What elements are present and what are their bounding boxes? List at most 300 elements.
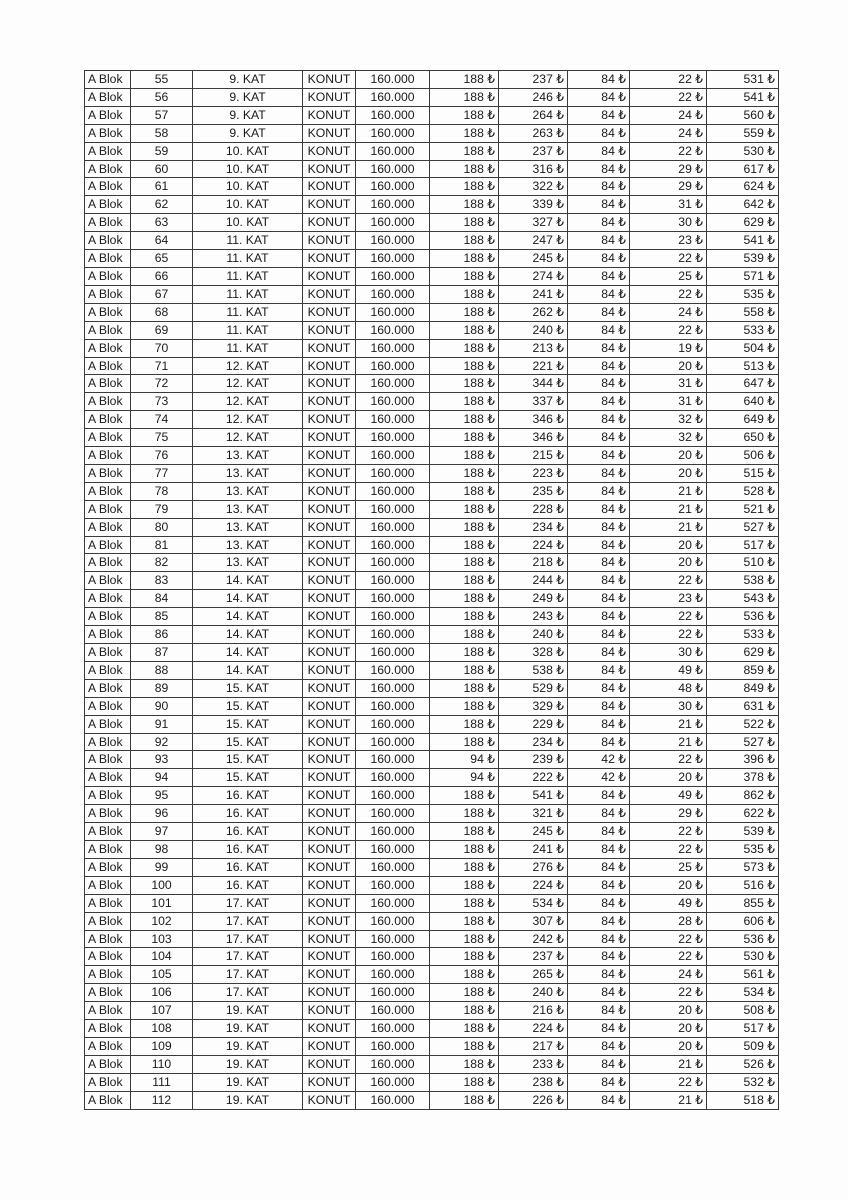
unit-number-cell: 63 [131, 214, 193, 232]
type-cell: KONUT [303, 733, 356, 751]
fee-4-cell: 21 ₺ [630, 1091, 707, 1109]
fee-4-cell: 22 ₺ [630, 930, 707, 948]
fee-4-cell: 30 ₺ [630, 644, 707, 662]
fee-2-cell: 329 ₺ [499, 697, 568, 715]
amount-cell: 160.000 [356, 626, 430, 644]
floor-cell: 19. KAT [193, 1091, 303, 1109]
fee-4-cell: 22 ₺ [630, 572, 707, 590]
fee-2-cell: 274 ₺ [499, 267, 568, 285]
fee-4-cell: 22 ₺ [630, 626, 707, 644]
type-cell: KONUT [303, 160, 356, 178]
total-cell: 561 ₺ [707, 966, 779, 984]
amount-cell: 160.000 [356, 411, 430, 429]
fee-3-cell: 84 ₺ [568, 267, 630, 285]
block-cell: A Blok [85, 411, 131, 429]
unit-number-cell: 99 [131, 858, 193, 876]
fee-1-cell: 188 ₺ [430, 644, 499, 662]
unit-number-cell: 56 [131, 88, 193, 106]
table-row [85, 285, 779, 303]
amount-cell: 160.000 [356, 733, 430, 751]
fee-3-cell: 84 ₺ [568, 142, 630, 160]
total-cell: 518 ₺ [707, 1091, 779, 1109]
unit-number-cell: 86 [131, 626, 193, 644]
floor-cell: 9. KAT [193, 88, 303, 106]
fee-3-cell: 84 ₺ [568, 787, 630, 805]
type-cell: KONUT [303, 608, 356, 626]
table-row [85, 518, 779, 536]
floor-cell: 12. KAT [193, 429, 303, 447]
table-row [85, 447, 779, 465]
floor-cell: 9. KAT [193, 106, 303, 124]
type-cell: KONUT [303, 303, 356, 321]
floor-cell: 11. KAT [193, 339, 303, 357]
fee-3-cell: 84 ₺ [568, 1020, 630, 1038]
block-cell: A Blok [85, 429, 131, 447]
amount-cell: 160.000 [356, 267, 430, 285]
block-cell: A Blok [85, 840, 131, 858]
fee-2-cell: 265 ₺ [499, 966, 568, 984]
fee-2-cell: 249 ₺ [499, 590, 568, 608]
floor-cell: 11. KAT [193, 267, 303, 285]
type-cell: KONUT [303, 966, 356, 984]
fee-4-cell: 24 ₺ [630, 124, 707, 142]
unit-number-cell: 109 [131, 1037, 193, 1055]
unit-number-cell: 106 [131, 984, 193, 1002]
amount-cell: 160.000 [356, 751, 430, 769]
fee-1-cell: 188 ₺ [430, 626, 499, 644]
table-row [85, 393, 779, 411]
block-cell: A Blok [85, 285, 131, 303]
fee-2-cell: 218 ₺ [499, 554, 568, 572]
block-cell: A Blok [85, 71, 131, 89]
floor-cell: 19. KAT [193, 1055, 303, 1073]
total-cell: 532 ₺ [707, 1073, 779, 1091]
fee-1-cell: 188 ₺ [430, 536, 499, 554]
fee-4-cell: 31 ₺ [630, 196, 707, 214]
type-cell: KONUT [303, 482, 356, 500]
type-cell: KONUT [303, 71, 356, 89]
unit-number-cell: 79 [131, 500, 193, 518]
fee-2-cell: 344 ₺ [499, 375, 568, 393]
type-cell: KONUT [303, 1055, 356, 1073]
fee-4-cell: 29 ₺ [630, 160, 707, 178]
fee-2-cell: 327 ₺ [499, 214, 568, 232]
amount-cell: 160.000 [356, 930, 430, 948]
unit-number-cell: 112 [131, 1091, 193, 1109]
unit-number-cell: 96 [131, 805, 193, 823]
unit-number-cell: 95 [131, 787, 193, 805]
total-cell: 534 ₺ [707, 984, 779, 1002]
amount-cell: 160.000 [356, 966, 430, 984]
fee-3-cell: 84 ₺ [568, 393, 630, 411]
fee-1-cell: 188 ₺ [430, 232, 499, 250]
type-cell: KONUT [303, 930, 356, 948]
fee-2-cell: 241 ₺ [499, 840, 568, 858]
fee-4-cell: 21 ₺ [630, 500, 707, 518]
amount-cell: 160.000 [356, 876, 430, 894]
type-cell: KONUT [303, 912, 356, 930]
block-cell: A Blok [85, 697, 131, 715]
floor-cell: 15. KAT [193, 697, 303, 715]
fee-2-cell: 245 ₺ [499, 823, 568, 841]
fee-4-cell: 20 ₺ [630, 1020, 707, 1038]
fee-2-cell: 263 ₺ [499, 124, 568, 142]
type-cell: KONUT [303, 393, 356, 411]
fee-1-cell: 188 ₺ [430, 357, 499, 375]
fee-4-cell: 20 ₺ [630, 876, 707, 894]
fee-3-cell: 84 ₺ [568, 1073, 630, 1091]
type-cell: KONUT [303, 429, 356, 447]
fee-2-cell: 241 ₺ [499, 285, 568, 303]
type-cell: KONUT [303, 1002, 356, 1020]
fee-3-cell: 84 ₺ [568, 106, 630, 124]
table-row [85, 1055, 779, 1073]
type-cell: KONUT [303, 554, 356, 572]
table-row [85, 554, 779, 572]
unit-number-cell: 103 [131, 930, 193, 948]
floor-cell: 15. KAT [193, 679, 303, 697]
total-cell: 396 ₺ [707, 751, 779, 769]
amount-cell: 160.000 [356, 303, 430, 321]
fee-4-cell: 20 ₺ [630, 464, 707, 482]
floor-cell: 9. KAT [193, 71, 303, 89]
fee-2-cell: 322 ₺ [499, 178, 568, 196]
amount-cell: 160.000 [356, 679, 430, 697]
amount-cell: 160.000 [356, 232, 430, 250]
fee-4-cell: 21 ₺ [630, 482, 707, 500]
block-cell: A Blok [85, 88, 131, 106]
total-cell: 539 ₺ [707, 250, 779, 268]
unit-number-cell: 69 [131, 321, 193, 339]
fee-4-cell: 22 ₺ [630, 840, 707, 858]
fee-3-cell: 84 ₺ [568, 214, 630, 232]
unit-number-cell: 59 [131, 142, 193, 160]
fee-3-cell: 84 ₺ [568, 590, 630, 608]
total-cell: 536 ₺ [707, 930, 779, 948]
fee-4-cell: 21 ₺ [630, 518, 707, 536]
floor-cell: 11. KAT [193, 232, 303, 250]
fee-3-cell: 84 ₺ [568, 572, 630, 590]
fee-4-cell: 23 ₺ [630, 232, 707, 250]
total-cell: 530 ₺ [707, 142, 779, 160]
unit-number-cell: 70 [131, 339, 193, 357]
fee-4-cell: 25 ₺ [630, 858, 707, 876]
fee-1-cell: 188 ₺ [430, 930, 499, 948]
fee-2-cell: 245 ₺ [499, 250, 568, 268]
block-cell: A Blok [85, 536, 131, 554]
block-cell: A Blok [85, 626, 131, 644]
block-cell: A Blok [85, 805, 131, 823]
fee-4-cell: 28 ₺ [630, 912, 707, 930]
floor-cell: 17. KAT [193, 912, 303, 930]
fee-1-cell: 188 ₺ [430, 823, 499, 841]
table-row [85, 196, 779, 214]
unit-number-cell: 68 [131, 303, 193, 321]
block-cell: A Blok [85, 608, 131, 626]
type-cell: KONUT [303, 232, 356, 250]
type-cell: KONUT [303, 142, 356, 160]
fee-4-cell: 29 ₺ [630, 805, 707, 823]
table-row [85, 984, 779, 1002]
table-row [85, 106, 779, 124]
fee-1-cell: 188 ₺ [430, 447, 499, 465]
block-cell: A Blok [85, 751, 131, 769]
table-row [85, 1091, 779, 1109]
table-row [85, 644, 779, 662]
fee-2-cell: 239 ₺ [499, 751, 568, 769]
type-cell: KONUT [303, 840, 356, 858]
floor-cell: 15. KAT [193, 769, 303, 787]
fee-4-cell: 23 ₺ [630, 590, 707, 608]
floor-cell: 12. KAT [193, 411, 303, 429]
fee-4-cell: 30 ₺ [630, 214, 707, 232]
table-row [85, 608, 779, 626]
amount-cell: 160.000 [356, 106, 430, 124]
floor-cell: 16. KAT [193, 823, 303, 841]
fee-4-cell: 22 ₺ [630, 1073, 707, 1091]
amount-cell: 160.000 [356, 464, 430, 482]
table-row [85, 464, 779, 482]
floor-cell: 16. KAT [193, 858, 303, 876]
fee-2-cell: 264 ₺ [499, 106, 568, 124]
fee-4-cell: 22 ₺ [630, 823, 707, 841]
type-cell: KONUT [303, 787, 356, 805]
table-row [85, 930, 779, 948]
fee-4-cell: 48 ₺ [630, 679, 707, 697]
table-row [85, 250, 779, 268]
amount-cell: 160.000 [356, 357, 430, 375]
total-cell: 629 ₺ [707, 644, 779, 662]
unit-number-cell: 57 [131, 106, 193, 124]
total-cell: 541 ₺ [707, 88, 779, 106]
fee-2-cell: 244 ₺ [499, 572, 568, 590]
block-cell: A Blok [85, 142, 131, 160]
unit-number-cell: 76 [131, 447, 193, 465]
total-cell: 535 ₺ [707, 285, 779, 303]
type-cell: KONUT [303, 626, 356, 644]
fee-1-cell: 188 ₺ [430, 894, 499, 912]
block-cell: A Blok [85, 715, 131, 733]
fee-3-cell: 84 ₺ [568, 250, 630, 268]
block-cell: A Blok [85, 375, 131, 393]
floor-cell: 10. KAT [193, 160, 303, 178]
table-row [85, 823, 779, 841]
fee-1-cell: 188 ₺ [430, 464, 499, 482]
amount-cell: 160.000 [356, 250, 430, 268]
block-cell: A Blok [85, 733, 131, 751]
block-cell: A Blok [85, 106, 131, 124]
unit-number-cell: 88 [131, 661, 193, 679]
fee-4-cell: 20 ₺ [630, 1002, 707, 1020]
fee-3-cell: 84 ₺ [568, 1091, 630, 1109]
amount-cell: 160.000 [356, 160, 430, 178]
floor-cell: 15. KAT [193, 733, 303, 751]
floor-cell: 16. KAT [193, 805, 303, 823]
fee-3-cell: 84 ₺ [568, 608, 630, 626]
unit-number-cell: 98 [131, 840, 193, 858]
block-cell: A Blok [85, 572, 131, 590]
fee-4-cell: 24 ₺ [630, 303, 707, 321]
total-cell: 508 ₺ [707, 1002, 779, 1020]
type-cell: KONUT [303, 267, 356, 285]
amount-cell: 160.000 [356, 912, 430, 930]
unit-number-cell: 77 [131, 464, 193, 482]
floor-cell: 19. KAT [193, 1002, 303, 1020]
fee-1-cell: 188 ₺ [430, 787, 499, 805]
total-cell: 515 ₺ [707, 464, 779, 482]
block-cell: A Blok [85, 1002, 131, 1020]
fee-2-cell: 242 ₺ [499, 930, 568, 948]
fee-2-cell: 240 ₺ [499, 984, 568, 1002]
fee-4-cell: 49 ₺ [630, 661, 707, 679]
floor-cell: 17. KAT [193, 984, 303, 1002]
type-cell: KONUT [303, 876, 356, 894]
table-row [85, 697, 779, 715]
fee-2-cell: 233 ₺ [499, 1055, 568, 1073]
floor-cell: 13. KAT [193, 447, 303, 465]
floor-cell: 12. KAT [193, 375, 303, 393]
unit-number-cell: 111 [131, 1073, 193, 1091]
table-row [85, 429, 779, 447]
table-row [85, 858, 779, 876]
fee-1-cell: 188 ₺ [430, 196, 499, 214]
total-cell: 559 ₺ [707, 124, 779, 142]
amount-cell: 160.000 [356, 608, 430, 626]
table-row [85, 787, 779, 805]
type-cell: KONUT [303, 124, 356, 142]
fee-1-cell: 188 ₺ [430, 250, 499, 268]
block-cell: A Blok [85, 590, 131, 608]
fee-3-cell: 84 ₺ [568, 339, 630, 357]
total-cell: 510 ₺ [707, 554, 779, 572]
total-cell: 606 ₺ [707, 912, 779, 930]
block-cell: A Blok [85, 1037, 131, 1055]
fee-3-cell: 84 ₺ [568, 285, 630, 303]
fee-4-cell: 22 ₺ [630, 71, 707, 89]
table-row [85, 590, 779, 608]
fee-1-cell: 188 ₺ [430, 375, 499, 393]
fee-4-cell: 21 ₺ [630, 1055, 707, 1073]
unit-number-cell: 67 [131, 285, 193, 303]
fee-1-cell: 188 ₺ [430, 178, 499, 196]
unit-number-cell: 66 [131, 267, 193, 285]
floor-cell: 13. KAT [193, 554, 303, 572]
amount-cell: 160.000 [356, 554, 430, 572]
table-row [85, 321, 779, 339]
fee-1-cell: 188 ₺ [430, 429, 499, 447]
table-row [85, 966, 779, 984]
fee-1-cell: 188 ₺ [430, 142, 499, 160]
amount-cell: 160.000 [356, 715, 430, 733]
unit-number-cell: 87 [131, 644, 193, 662]
fee-4-cell: 32 ₺ [630, 429, 707, 447]
amount-cell: 160.000 [356, 482, 430, 500]
fee-3-cell: 84 ₺ [568, 697, 630, 715]
type-cell: KONUT [303, 661, 356, 679]
unit-number-cell: 75 [131, 429, 193, 447]
floor-cell: 13. KAT [193, 518, 303, 536]
table-row [85, 948, 779, 966]
block-cell: A Blok [85, 1020, 131, 1038]
amount-cell: 160.000 [356, 858, 430, 876]
block-cell: A Blok [85, 447, 131, 465]
fee-3-cell: 84 ₺ [568, 876, 630, 894]
type-cell: KONUT [303, 858, 356, 876]
fee-1-cell: 188 ₺ [430, 966, 499, 984]
table-row [85, 876, 779, 894]
fee-4-cell: 20 ₺ [630, 357, 707, 375]
fee-3-cell: 84 ₺ [568, 178, 630, 196]
fee-2-cell: 538 ₺ [499, 661, 568, 679]
fee-2-cell: 224 ₺ [499, 876, 568, 894]
table-row [85, 160, 779, 178]
table-row [85, 840, 779, 858]
unit-fee-table [84, 70, 779, 1110]
amount-cell: 160.000 [356, 1002, 430, 1020]
type-cell: KONUT [303, 644, 356, 662]
fee-2-cell: 234 ₺ [499, 518, 568, 536]
fee-2-cell: 240 ₺ [499, 321, 568, 339]
block-cell: A Blok [85, 250, 131, 268]
amount-cell: 160.000 [356, 805, 430, 823]
fee-3-cell: 84 ₺ [568, 447, 630, 465]
fee-4-cell: 31 ₺ [630, 393, 707, 411]
floor-cell: 19. KAT [193, 1037, 303, 1055]
type-cell: KONUT [303, 196, 356, 214]
type-cell: KONUT [303, 769, 356, 787]
total-cell: 640 ₺ [707, 393, 779, 411]
amount-cell: 160.000 [356, 894, 430, 912]
total-cell: 526 ₺ [707, 1055, 779, 1073]
amount-cell: 160.000 [356, 823, 430, 841]
total-cell: 862 ₺ [707, 787, 779, 805]
block-cell: A Blok [85, 232, 131, 250]
floor-cell: 10. KAT [193, 178, 303, 196]
fee-1-cell: 188 ₺ [430, 858, 499, 876]
table-row [85, 71, 779, 89]
type-cell: KONUT [303, 894, 356, 912]
block-cell: A Blok [85, 196, 131, 214]
fee-1-cell: 188 ₺ [430, 339, 499, 357]
table-body [85, 71, 779, 1110]
block-cell: A Blok [85, 823, 131, 841]
type-cell: KONUT [303, 805, 356, 823]
fee-1-cell: 188 ₺ [430, 267, 499, 285]
fee-2-cell: 235 ₺ [499, 482, 568, 500]
amount-cell: 160.000 [356, 178, 430, 196]
type-cell: KONUT [303, 106, 356, 124]
amount-cell: 160.000 [356, 769, 430, 787]
fee-4-cell: 25 ₺ [630, 267, 707, 285]
fee-2-cell: 328 ₺ [499, 644, 568, 662]
fee-1-cell: 188 ₺ [430, 554, 499, 572]
floor-cell: 14. KAT [193, 661, 303, 679]
fee-2-cell: 237 ₺ [499, 71, 568, 89]
fee-3-cell: 84 ₺ [568, 823, 630, 841]
fee-1-cell: 188 ₺ [430, 214, 499, 232]
amount-cell: 160.000 [356, 393, 430, 411]
fee-3-cell: 84 ₺ [568, 196, 630, 214]
fee-1-cell: 188 ₺ [430, 1073, 499, 1091]
floor-cell: 13. KAT [193, 500, 303, 518]
floor-cell: 11. KAT [193, 250, 303, 268]
total-cell: 647 ₺ [707, 375, 779, 393]
fee-1-cell: 188 ₺ [430, 88, 499, 106]
fee-4-cell: 20 ₺ [630, 536, 707, 554]
amount-cell: 160.000 [356, 214, 430, 232]
fee-2-cell: 215 ₺ [499, 447, 568, 465]
fee-3-cell: 84 ₺ [568, 536, 630, 554]
